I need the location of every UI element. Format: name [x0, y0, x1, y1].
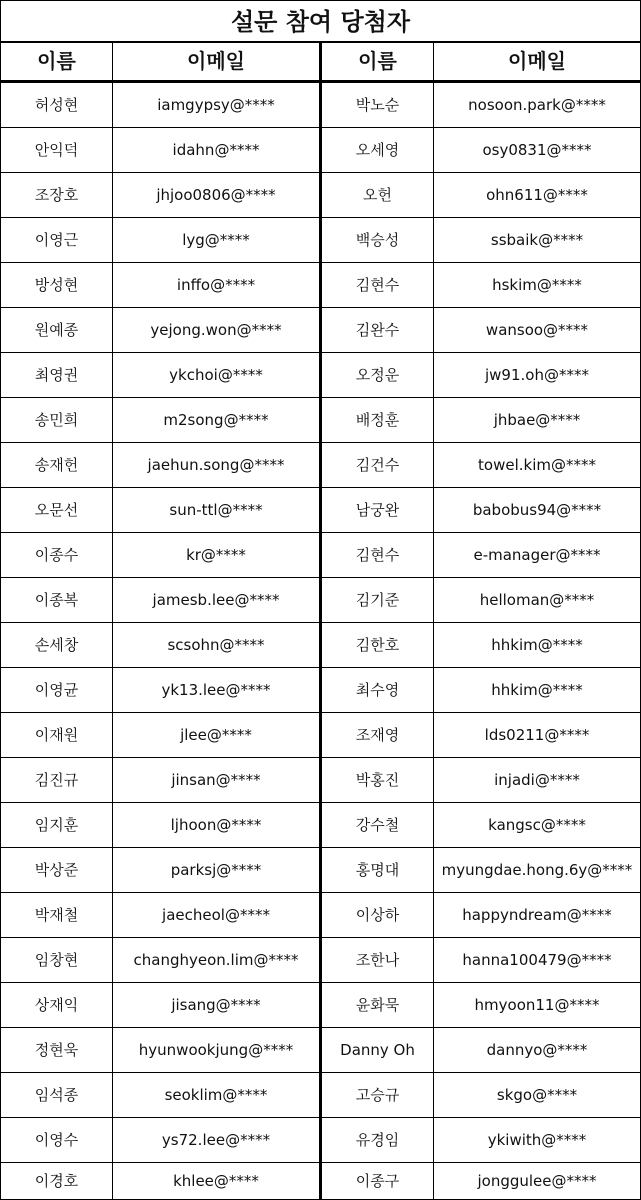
- winner-email: ykiwith@****: [487, 1130, 587, 1149]
- winner-name: 임지훈: [1, 803, 113, 847]
- winner-name: 유경임: [322, 1118, 434, 1162]
- table-row: [1, 668, 319, 713]
- table-row: [1, 398, 319, 443]
- winner-email: hanna100479@****: [462, 950, 612, 969]
- winner-name: 손세창: [1, 623, 113, 667]
- winner-name: 최영권: [1, 353, 113, 397]
- table-row: [322, 488, 640, 533]
- winner-email: kr@****: [186, 545, 246, 564]
- winner-name: 김기준: [322, 578, 434, 622]
- winner-email: ssbaik@****: [490, 230, 584, 249]
- table-row: [1, 713, 319, 758]
- table-row: [1, 578, 319, 623]
- name-column-header: 이름: [322, 43, 434, 80]
- table-row: [322, 308, 640, 353]
- winner-name: 이영근: [1, 218, 113, 262]
- winner-name: 이상하: [322, 893, 434, 937]
- table-row: [1, 353, 319, 398]
- winner-name: 홍명대: [322, 848, 434, 892]
- winner-name: 고승규: [322, 1073, 434, 1117]
- table-row: [322, 353, 640, 398]
- winner-name: 이종구: [322, 1163, 434, 1199]
- winner-email: scsohn@****: [167, 635, 265, 654]
- table-row: [322, 623, 640, 668]
- winner-name: 정현욱: [1, 1028, 113, 1072]
- table-row: [322, 533, 640, 578]
- table-row: [1, 308, 319, 353]
- winner-name: 이재원: [1, 713, 113, 757]
- winner-name: 허성현: [1, 83, 113, 127]
- table-row: [322, 758, 640, 803]
- winner-email: happyndream@****: [462, 905, 612, 924]
- table-row: [1, 533, 319, 578]
- winner-name: 안익덕: [1, 128, 113, 172]
- right-half: [322, 43, 640, 1199]
- winner-name: 이종수: [1, 533, 113, 577]
- winner-name: 박상준: [1, 848, 113, 892]
- table-row: [322, 1118, 640, 1163]
- winner-email: lyg@****: [182, 230, 250, 249]
- winner-email: changhyeon.lim@****: [133, 950, 299, 969]
- winner-name: 백승성: [322, 218, 434, 262]
- winner-email: m2song@****: [163, 410, 269, 429]
- winner-name: 조장호: [1, 173, 113, 217]
- winner-name: 최수영: [322, 668, 434, 712]
- winner-email: nosoon.park@****: [468, 95, 606, 114]
- winner-name: 이경호: [1, 1163, 113, 1199]
- winner-email: skgo@****: [496, 1085, 578, 1104]
- winner-email: jisang@****: [171, 995, 261, 1014]
- email-column-header: 이메일: [508, 49, 566, 73]
- winner-email: jinsan@****: [171, 770, 261, 789]
- winner-email: injadi@****: [494, 770, 580, 789]
- table-row: [1, 1073, 319, 1118]
- table-row: [322, 398, 640, 443]
- winner-name: 강수철: [322, 803, 434, 847]
- winner-name: 오세영: [322, 128, 434, 172]
- winner-name: 조한나: [322, 938, 434, 982]
- table-row: [1, 173, 319, 218]
- winner-email: hhkim@****: [491, 680, 583, 699]
- winner-email: ykchoi@****: [169, 365, 263, 384]
- winner-name: 윤화묵: [322, 983, 434, 1027]
- table-row: [1, 623, 319, 668]
- table-row: [1, 1163, 319, 1199]
- winner-email: jaecheol@****: [162, 905, 270, 924]
- table-row: [1, 848, 319, 893]
- winner-email: jaehun.song@****: [147, 455, 285, 474]
- table-row: [322, 938, 640, 983]
- table-row: [322, 713, 640, 758]
- winner-email: hmyoon11@****: [474, 995, 600, 1014]
- table-row: [322, 983, 640, 1028]
- winner-email: lds0211@****: [484, 725, 590, 744]
- winner-name: 김진규: [1, 758, 113, 802]
- table-row: [322, 668, 640, 713]
- table-row: [1, 893, 319, 938]
- winner-email: ys72.lee@****: [161, 1130, 271, 1149]
- table-row: [322, 848, 640, 893]
- winner-name: 김현수: [322, 263, 434, 307]
- winner-email: jhjoo0806@****: [156, 185, 276, 204]
- table-row: [1, 1028, 319, 1073]
- winner-name: 박노순: [322, 83, 434, 127]
- winner-email: hyunwookjung@****: [138, 1040, 294, 1059]
- winner-name: 임창현: [1, 938, 113, 982]
- winner-email: jamesb.lee@****: [152, 590, 280, 609]
- table-row: [322, 173, 640, 218]
- winner-name: 배정훈: [322, 398, 434, 442]
- winner-name: 상재익: [1, 983, 113, 1027]
- winner-email: myungdae.hong.6y@****: [441, 860, 633, 879]
- email-column-header: 이메일: [187, 49, 245, 73]
- table-row: [322, 578, 640, 623]
- winner-name: 남궁완: [322, 488, 434, 532]
- winner-name: 이영균: [1, 668, 113, 712]
- winner-email: jlee@****: [180, 725, 252, 744]
- winner-name: 오헌: [322, 173, 434, 217]
- winner-email: yk13.lee@****: [161, 680, 271, 699]
- winner-name: 이영수: [1, 1118, 113, 1162]
- winner-name: Danny Oh: [322, 1028, 434, 1072]
- table-columns: [1, 43, 640, 1199]
- winner-email: sun-ttl@****: [169, 500, 263, 519]
- winner-email: hhkim@****: [491, 635, 583, 654]
- table-row: [322, 893, 640, 938]
- table-row: [1, 83, 319, 128]
- winner-email: yejong.won@****: [150, 320, 282, 339]
- winner-name: 김한호: [322, 623, 434, 667]
- table-row: [1, 263, 319, 308]
- winner-name: 이종복: [1, 578, 113, 622]
- winner-email: hskim@****: [492, 275, 582, 294]
- winner-name: 방성현: [1, 263, 113, 307]
- winner-name: 원예종: [1, 308, 113, 352]
- winner-email: jonggulee@****: [477, 1171, 597, 1190]
- winner-name: 송재헌: [1, 443, 113, 487]
- winner-email: e-manager@****: [473, 545, 601, 564]
- table-row: [1, 1118, 319, 1163]
- winner-name: 김현수: [322, 533, 434, 577]
- table-row: [322, 263, 640, 308]
- winner-email: ohn611@****: [486, 185, 588, 204]
- winner-email: helloman@****: [479, 590, 595, 609]
- table-row: [1, 938, 319, 983]
- table-row: [1, 128, 319, 173]
- winner-name: 오문선: [1, 488, 113, 532]
- winner-email: dannyo@****: [486, 1040, 588, 1059]
- winner-email: jhbae@****: [493, 410, 581, 429]
- winner-email: wansoo@****: [485, 320, 589, 339]
- table-row: [1, 218, 319, 263]
- winner-email: khlee@****: [173, 1171, 259, 1190]
- table-row: [1, 443, 319, 488]
- winner-email: kangsc@****: [488, 815, 586, 834]
- winner-name: 박홍진: [322, 758, 434, 802]
- winner-email: inffo@****: [176, 275, 256, 294]
- winner-name: 김건수: [322, 443, 434, 487]
- winner-email: ljhoon@****: [170, 815, 262, 834]
- winner-name: 송민희: [1, 398, 113, 442]
- winner-email: idahn@****: [172, 140, 260, 159]
- left-header-row: [1, 43, 319, 83]
- winner-email: parksj@****: [170, 860, 262, 879]
- winner-email: iamgypsy@****: [157, 95, 275, 114]
- table-row: [322, 1073, 640, 1118]
- name-column-header: 이름: [1, 43, 113, 80]
- table-row: [322, 1028, 640, 1073]
- winner-name: 임석종: [1, 1073, 113, 1117]
- right-header-row: [322, 43, 640, 83]
- left-half: [1, 43, 322, 1199]
- winner-name: 조재영: [322, 713, 434, 757]
- winner-name: 박재철: [1, 893, 113, 937]
- table-row: [322, 1163, 640, 1199]
- table-row: [322, 443, 640, 488]
- table-row: [1, 758, 319, 803]
- table-row: [322, 218, 640, 263]
- table-row: [1, 488, 319, 533]
- winner-email: osy0831@****: [482, 140, 592, 159]
- winner-name: 오정운: [322, 353, 434, 397]
- table-row: [1, 803, 319, 848]
- table-row: [1, 983, 319, 1028]
- winner-email: babobus94@****: [472, 500, 602, 519]
- table-row: [322, 803, 640, 848]
- table-title: 설문 참여 당첨자: [1, 1, 640, 43]
- table-row: [322, 128, 640, 173]
- winner-name: 김완수: [322, 308, 434, 352]
- table-row: [322, 83, 640, 128]
- winner-email: seoklim@****: [164, 1085, 268, 1104]
- winner-email: jw91.oh@****: [485, 365, 589, 384]
- winner-email: towel.kim@****: [478, 455, 596, 474]
